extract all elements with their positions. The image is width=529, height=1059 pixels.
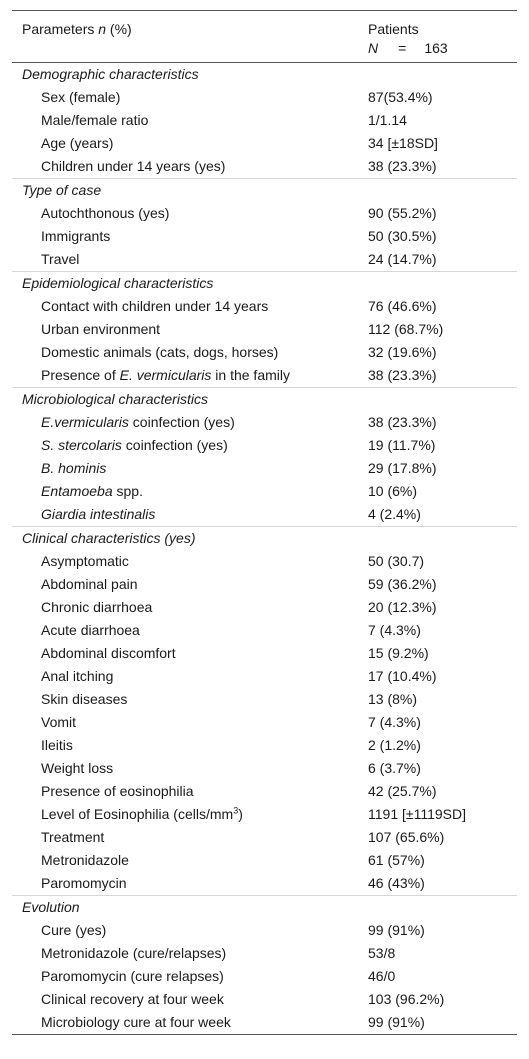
row-label: Abdominal pain	[41, 576, 138, 592]
row-label: Asymptomatic	[41, 553, 129, 569]
row-label: Clinical recovery at four week	[41, 991, 224, 1007]
row-value: 6 (3.7%)	[368, 760, 421, 776]
row-label: Metronidazole	[41, 852, 129, 868]
row-value: 103 (96.2%)	[368, 991, 445, 1007]
section-title: Evolution	[22, 899, 80, 915]
table-row	[12, 757, 517, 780]
section-evolution	[12, 895, 517, 919]
row-value: 13 (8%)	[368, 691, 418, 707]
header-patients-count	[368, 39, 448, 58]
table-row	[12, 965, 517, 988]
row-value: 107 (65.6%)	[368, 829, 445, 845]
row-label: Sex (female)	[41, 89, 121, 105]
row-label: Male/female ratio	[41, 112, 149, 128]
row-label: Ileitis	[41, 737, 73, 753]
table-row	[12, 619, 517, 642]
table-row	[12, 919, 517, 942]
label-species: Entamoeba	[41, 483, 113, 499]
header-N: N	[368, 40, 379, 56]
section-clinical	[12, 526, 517, 550]
row-value: 42 (25.7%)	[368, 783, 437, 799]
table-row	[12, 988, 517, 1011]
table-row	[12, 734, 517, 757]
row-value: 20 (12.3%)	[368, 599, 437, 615]
row-value: 90 (55.2%)	[368, 205, 437, 221]
header-n: n	[98, 21, 107, 37]
row-label	[41, 411, 235, 434]
label-prefix: Level of Eosinophilia (cells/mm	[41, 806, 234, 822]
row-value: 17 (10.4%)	[368, 668, 437, 684]
row-label: Contact with children under 14 years	[41, 298, 269, 314]
section-demographic	[12, 63, 517, 86]
table-row	[12, 480, 517, 503]
label-species: E. vermicularis	[119, 367, 212, 383]
row-value: 50 (30.5%)	[368, 228, 437, 244]
table-row	[12, 711, 517, 734]
table-row	[12, 341, 517, 364]
row-label: Domestic animals (cats, dogs, horses)	[41, 344, 279, 360]
row-label: Cure (yes)	[41, 922, 107, 938]
row-value: 76 (46.6%)	[368, 298, 437, 314]
section-title: Clinical characteristics (yes)	[22, 530, 196, 546]
header-equals: =	[398, 40, 407, 56]
row-label: Chronic diarrhoea	[41, 599, 153, 615]
row-label: Autochthonous (yes)	[41, 205, 170, 221]
table-row	[12, 688, 517, 711]
row-value: 61 (57%)	[368, 852, 425, 868]
row-label: Travel	[41, 251, 80, 267]
row-label	[41, 434, 228, 457]
table-row	[12, 411, 517, 434]
label-species: S. stercolaris	[41, 437, 122, 453]
row-label: Paromomycin	[41, 875, 127, 891]
row-label	[41, 480, 143, 503]
row-value: 1/1.14	[368, 112, 407, 128]
row-value: 99 (91%)	[368, 922, 425, 938]
row-value: 19 (11.7%)	[368, 437, 436, 453]
table-row	[12, 596, 517, 619]
label-suffix: in the family	[211, 367, 290, 383]
header-percent: (%)	[106, 21, 132, 37]
row-value: 59 (36.2%)	[368, 576, 437, 592]
row-label: Abdominal discomfort	[41, 645, 176, 661]
row-label: Presence of eosinophilia	[41, 783, 194, 799]
label-species: Giardia intestinalis	[41, 506, 156, 522]
row-label	[41, 457, 106, 480]
row-label	[41, 364, 290, 387]
label-suffix: spp.	[112, 483, 143, 499]
row-value: 10 (6%)	[368, 483, 418, 499]
row-label: Urban environment	[41, 321, 161, 337]
row-label: Children under 14 years (yes)	[41, 158, 226, 174]
parameters-table	[12, 10, 517, 1035]
row-value: 46/0	[368, 968, 396, 984]
table-row	[12, 434, 517, 457]
table-row	[12, 872, 517, 895]
table-row	[12, 318, 517, 341]
table-row	[12, 1011, 517, 1034]
row-label: Metronidazole (cure/relapses)	[41, 945, 227, 961]
table-row	[12, 942, 517, 965]
table-row	[12, 109, 517, 132]
row-value: 2 (1.2%)	[368, 737, 421, 753]
header-count: 163	[424, 40, 448, 56]
row-label: Immigrants	[41, 228, 111, 244]
row-label: Anal itching	[41, 668, 114, 684]
table-row	[12, 849, 517, 872]
section-epidemiological	[12, 271, 517, 295]
row-label: Weight loss	[41, 760, 114, 776]
table-row	[12, 665, 517, 688]
table-row	[12, 826, 517, 849]
section-microbiological	[12, 387, 517, 411]
row-value: 53/8	[368, 945, 396, 961]
table-row	[12, 155, 517, 178]
row-value: 34 [±18SD]	[368, 135, 438, 151]
table-row	[12, 364, 517, 387]
row-value: 32 (19.6%)	[368, 344, 437, 360]
table-row	[12, 803, 517, 826]
header-parameters-text: Parameters	[22, 21, 99, 37]
row-value: 87(53.4%)	[368, 89, 433, 105]
label-species: E.vermicularis	[41, 414, 129, 430]
table-row	[12, 503, 517, 526]
label-suffix: )	[238, 806, 243, 822]
table-row	[12, 550, 517, 573]
row-label	[41, 803, 243, 826]
row-label: Skin diseases	[41, 691, 128, 707]
section-type-of-case	[12, 178, 517, 202]
table-row	[12, 642, 517, 665]
label-species: B. hominis	[41, 460, 107, 476]
row-value: 38 (23.3%)	[368, 367, 437, 383]
row-value: 38 (23.3%)	[368, 158, 437, 174]
row-label: Paromomycin (cure relapses)	[41, 968, 224, 984]
row-value: 50 (30.7)	[368, 553, 425, 569]
row-label: Acute diarrhoea	[41, 622, 140, 638]
row-value: 7 (4.3%)	[368, 622, 421, 638]
row-label: Vomit	[41, 714, 77, 730]
label-suffix: coinfection (yes)	[121, 437, 228, 453]
row-value: 1191 [±1119SD]	[368, 806, 466, 822]
table-header	[12, 11, 517, 63]
row-value: 46 (43%)	[368, 875, 425, 891]
section-title: Type of case	[22, 182, 102, 198]
table-row	[12, 132, 517, 155]
header-patients-label: Patients	[368, 21, 419, 37]
header-parameters	[22, 20, 132, 39]
table-row	[12, 457, 517, 480]
label-prefix: Presence of	[41, 367, 120, 383]
label-suffix: coinfection (yes)	[128, 414, 235, 430]
row-value: 4 (2.4%)	[368, 506, 421, 522]
table-row	[12, 573, 517, 596]
row-label: Treatment	[41, 829, 105, 845]
row-label: Age (years)	[41, 135, 114, 151]
row-value: 29 (17.8%)	[368, 460, 437, 476]
table-row	[12, 248, 517, 271]
row-value: 38 (23.3%)	[368, 414, 437, 430]
label-superscript: 3	[233, 805, 239, 816]
section-title: Microbiological characteristics	[22, 391, 208, 407]
table-row	[12, 86, 517, 109]
row-value: 15 (9.2%)	[368, 645, 429, 661]
row-value: 7 (4.3%)	[368, 714, 421, 730]
row-label	[41, 503, 155, 526]
row-value: 99 (91%)	[368, 1014, 425, 1030]
row-value: 112 (68.7%)	[368, 321, 444, 337]
table-row	[12, 225, 517, 248]
table-row	[12, 295, 517, 318]
table-row	[12, 202, 517, 225]
section-title: Demographic characteristics	[22, 66, 199, 82]
row-label: Microbiology cure at four week	[41, 1014, 231, 1030]
section-title: Epidemiological characteristics	[22, 275, 214, 291]
table-row	[12, 780, 517, 803]
header-patients	[368, 20, 448, 58]
row-value: 24 (14.7%)	[368, 251, 437, 267]
